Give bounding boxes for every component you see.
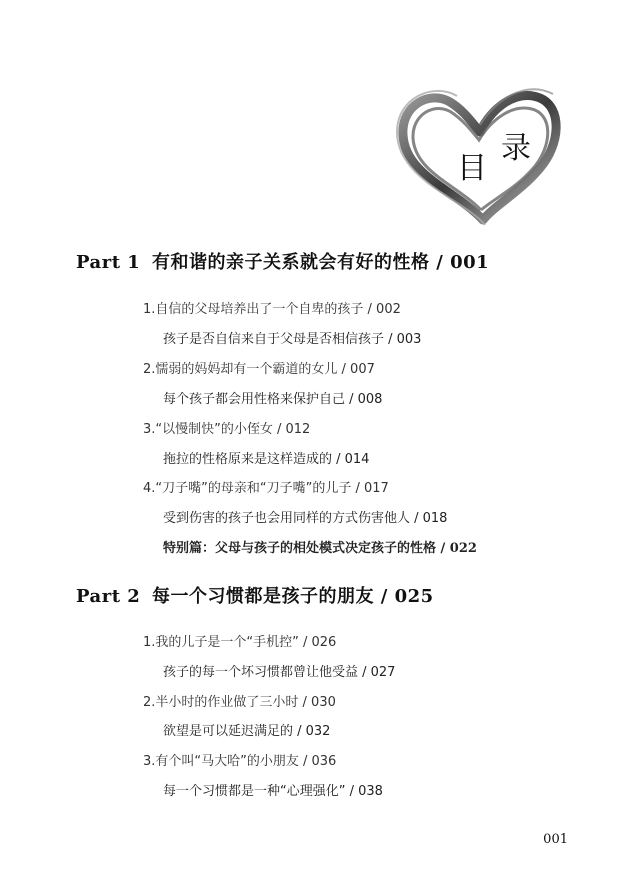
- part-title: 有和谐的亲子关系就会有好的性格 / 001: [152, 252, 490, 273]
- toc-heading-char-1: 目: [457, 151, 487, 186]
- page-number: 001: [543, 832, 568, 847]
- toc-entry[interactable]: 每一个习惯都是一种“心理强化” / 038: [163, 784, 383, 799]
- part-label: Part 1: [76, 252, 141, 273]
- toc-entry[interactable]: 孩子的每一个坏习惯都曾让他受益 / 027: [163, 665, 396, 680]
- part-1-heading[interactable]: [76, 248, 489, 274]
- toc-entry[interactable]: 4.“刀子嘴”的母亲和“刀子嘴”的儿子 / 017: [143, 481, 389, 496]
- toc-entry[interactable]: 2.半小时的作业做了三小时 / 030: [143, 695, 336, 710]
- toc-heading-char-2: 录: [501, 131, 531, 166]
- toc-entry[interactable]: 拖拉的性格原来是这样造成的 / 014: [163, 452, 370, 467]
- toc-entry[interactable]: 受到伤害的孩子也会用同样的方式伤害他人 / 018: [163, 511, 448, 526]
- toc-entry[interactable]: 欲望是可以延迟满足的 / 032: [163, 724, 331, 739]
- toc-entry-special[interactable]: 特别篇：父母与孩子的相处模式决定孩子的性格 / 022: [163, 541, 477, 556]
- part-title: 每一个习惯都是孩子的朋友 / 025: [152, 586, 434, 607]
- part-label: Part 2: [76, 586, 141, 607]
- toc-entry[interactable]: 孩子是否自信来自于父母是否相信孩子 / 003: [163, 332, 422, 347]
- toc-entry[interactable]: 1.自信的父母培养出了一个自卑的孩子 / 002: [143, 302, 401, 317]
- toc-entry[interactable]: 3.有个叫“马大哈”的小朋友 / 036: [143, 754, 337, 769]
- toc-entry[interactable]: 1.我的儿子是一个“手机控” / 026: [143, 635, 337, 650]
- toc-entry[interactable]: 每个孩子都会用性格来保护自己 / 008: [163, 392, 383, 407]
- part-2-heading[interactable]: [76, 582, 434, 608]
- toc-entry[interactable]: 2.懦弱的妈妈却有一个霸道的女儿 / 007: [143, 362, 375, 377]
- toc-entry[interactable]: 3.“以慢制快”的小侄女 / 012: [143, 422, 311, 437]
